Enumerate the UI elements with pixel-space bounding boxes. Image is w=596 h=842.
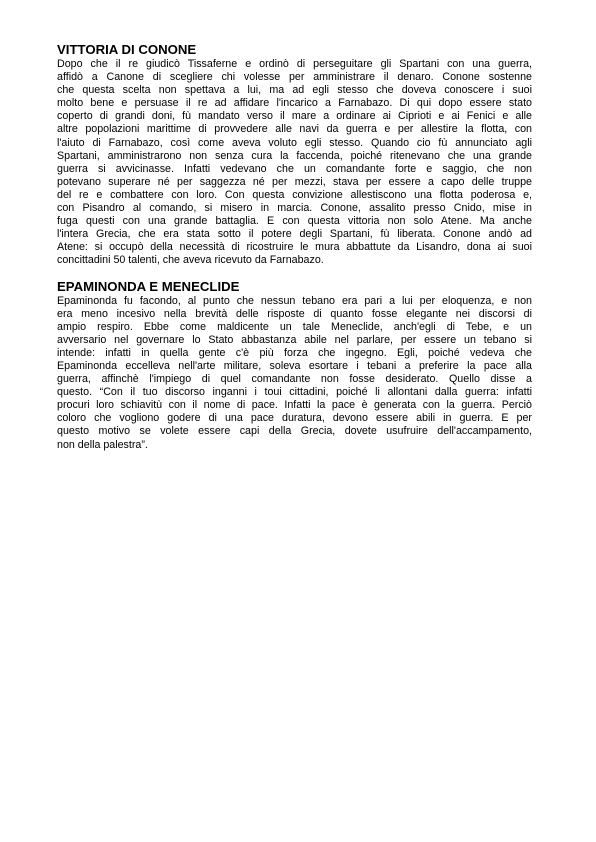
text-line: fuga questi con una grande battaglia. E con questa vittoria non solo Atene. Ma anche [57, 215, 532, 228]
text-line: coperto di grandi doni, fù mandato verso il mare a ordinare ai Ciprioti e ai Fenici e alle [57, 110, 532, 123]
text-line: potevano superare né per saggezza né per mezzi, stava per essere a capo delle truppe [57, 175, 532, 188]
text-line: guerra si avvicinasse. Infatti vedevano che un comandante forte e saggio, che non [57, 162, 532, 175]
section-body [57, 58, 532, 268]
text-line: ampio respiro. Ebbe come maldicente un tale Meneclide, anch'egli di Tebe, e un [57, 320, 532, 333]
section-title: VITTORIA DI CONONE [57, 42, 197, 57]
text-line: molto bene e persuase il re ad affidare l'incarico a Farnabazo. Di qui dopo essere stato [57, 97, 532, 110]
text-line: procuri loro schiavitù con il nome di pace. Infatti la pace è generata con la guerra. Perciò [57, 399, 532, 412]
text-line: affidò a Canone di scegliere chi volesse per amministrare il denaro. Conone sostenne [57, 71, 532, 84]
text-line: non della palestra”. [57, 438, 148, 451]
text-line: era meno incesivo nella brevità delle risposte di quanto fosse elegante nei discorsi di [57, 307, 532, 320]
text-line: Dopo che il re giudicò Tissaferne e ordinò di perseguitare gli Spartani con una guerra, [57, 58, 532, 70]
section-body [57, 295, 532, 452]
text-line: Epaminonda fu facondo, al punto che nessun tebano era pari a lui per eloquenza, e non [57, 294, 532, 307]
text-line: con Pisandro al comando, si misero in marcia. Conone, assalito presso Cnido, mise in [57, 202, 532, 215]
text-line: questo motivo se volete essere capi della Grecia, dovete usufruire dell'accampamento, [57, 425, 532, 438]
section-vittoria-di-conone [57, 42, 532, 268]
text-line: guerra, affinchè l'impiego di quel comandante non fosse desiderato. Quello disse a [57, 373, 532, 386]
text-line: che questa scelta non spettava a lui, ma ad egli stesso che doveva conoscere i suoi [57, 84, 532, 97]
document-page [57, 42, 532, 452]
text-line: concittadini 50 talenti, che aveva ricevuto da Farnabazo. [57, 254, 324, 267]
text-line: Spartani, amministrarono non senza cura la faccenda, poiché ritenevano che una grande [57, 149, 532, 162]
text-line: l'intera Grecia, che era stata sotto il potere degli Spartani, fù liberata. Conone andò ad [57, 228, 532, 241]
text-line: Atene: si occupò della necessità di ricostruire le mura abbattute da Lisandro, dona ai suoi [57, 241, 532, 254]
section-epaminonda-e-meneclide [57, 279, 532, 452]
text-line: intende: infatti in quella gente c'è più forza che ingegno. Egli, poiché vedeva che [57, 346, 532, 359]
text-line: questo. “Con il tuo discorso inganni i toui cittadini, poiché li allontani dalla guerra: infatti [57, 386, 532, 399]
text-line: l'aiuto di Farnabazo, così come aveva voluto egli stesso. Quando cio fù annunciato agli [57, 136, 532, 149]
text-line: Epaminonda eccelleva nell'arte militare, soleva esortare i tebani a preferire la pace alla [57, 359, 532, 372]
text-line: coloro che vogliono godere di una pace duratura, devono essere abili in guerra. E per [57, 412, 532, 425]
section-title: EPAMINONDA E MENECLIDE [57, 278, 240, 294]
text-line: altre popolazioni marittime di provvedere alle navi da guerra e per allestire la flotta, con [57, 123, 532, 136]
text-line: avversario nel governare lo Stato abbastanza abile nel parlare, per essere un tebano si [57, 333, 532, 346]
text-line: del re e combattere con loro. Con questa convizione allestiscono una flotta poderosa e, [57, 188, 532, 201]
